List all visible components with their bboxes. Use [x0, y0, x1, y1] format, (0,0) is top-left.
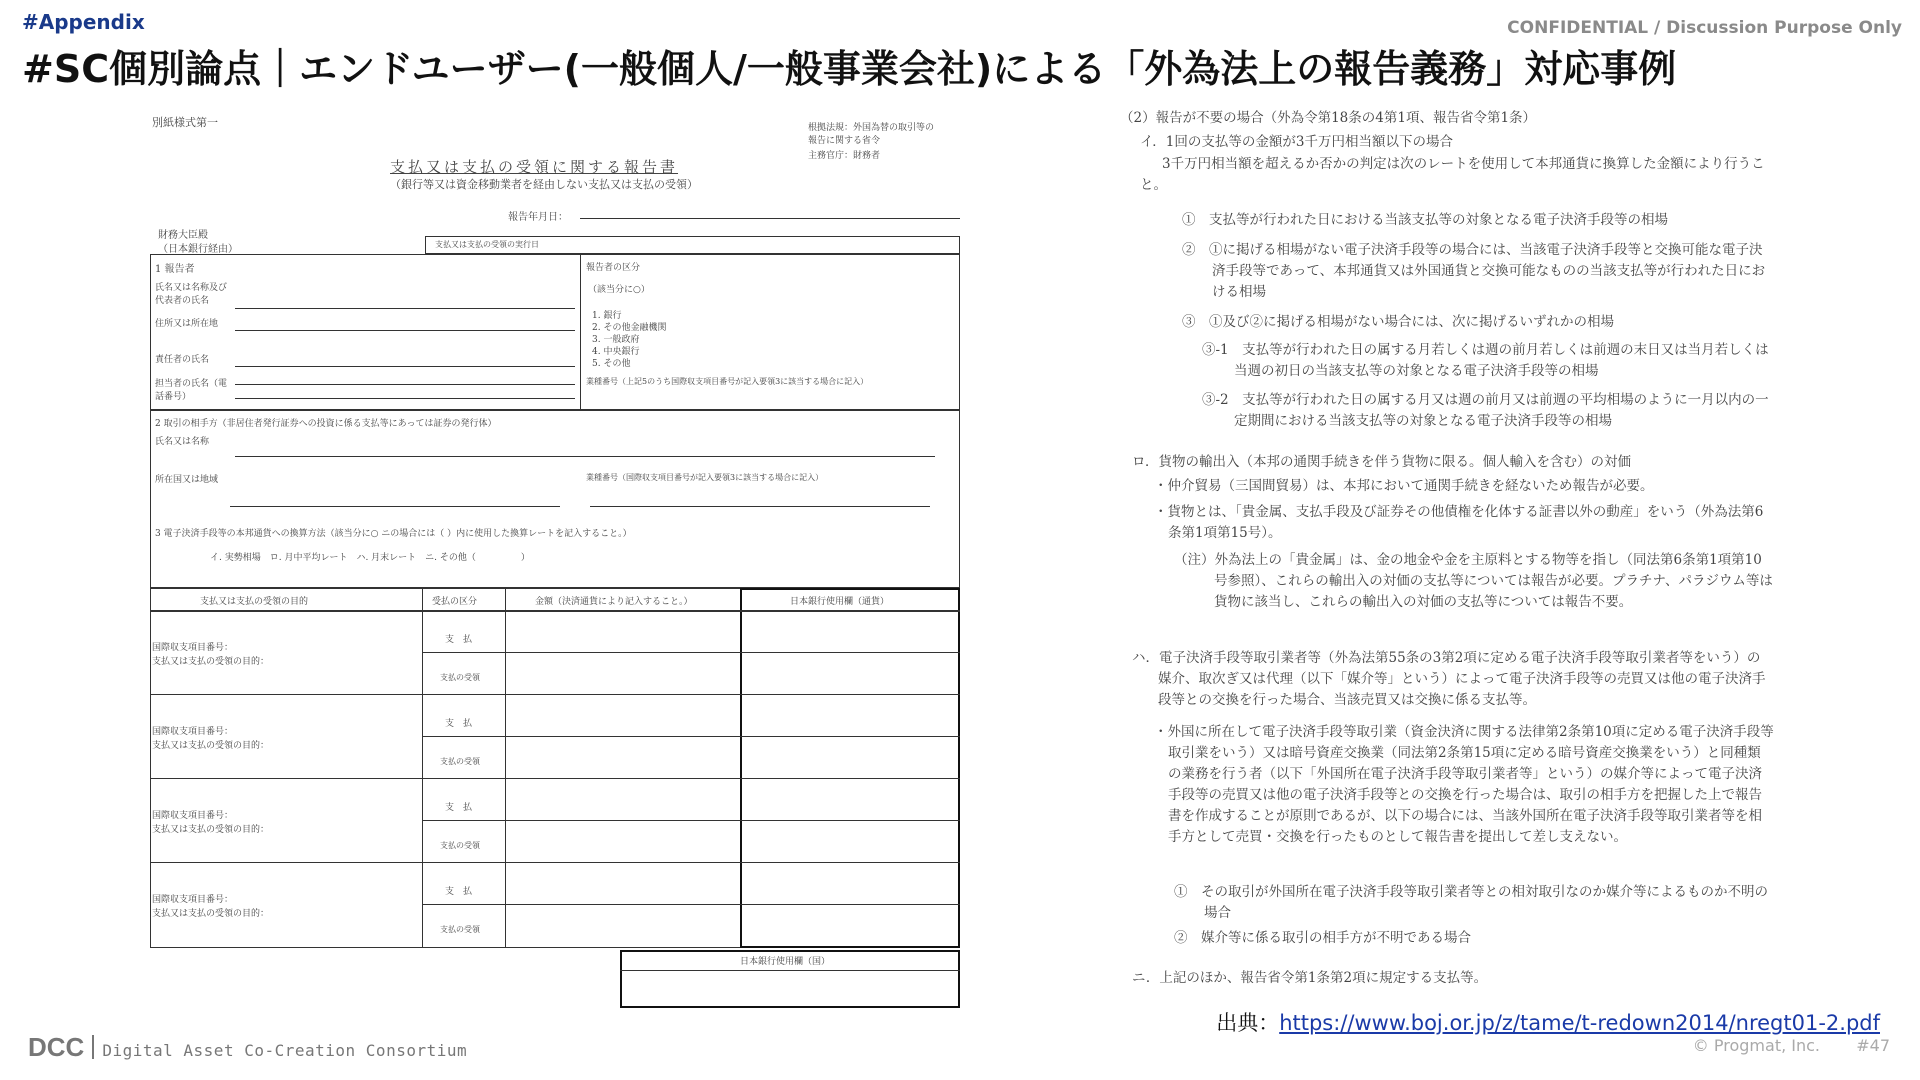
logo-mark: DCC: [28, 1032, 85, 1062]
source-label: 出典：: [1216, 1011, 1280, 1035]
doc-item-ha-bullet: ・外国に所在して電子決済手段等取引業（資金決済に関する法律第2条第10項に定める電子決済手段等取引業をいう）又は暗号資産交換業（同法第2条第15項に定める暗号資産交換業をいう）と同種類の業務を行う者（以下「外国所在電子決済手段等取引業者等」という）の媒介等によって電子決済手段等の売買又は他の電子決済手段等との交換を行った場合は、取引の相手方を把握した上で報告書を作成することが原則であるが、以下の場合には、当該外国所在電子決済手段等取引業者等を相手方として売買・交換を行ったものとして報告書を提出して差し支えない。: [1154, 724, 1774, 845]
receive-label: 支払の受領: [440, 841, 480, 850]
report-date-label: 報告年月日：: [508, 212, 568, 223]
doc-item-ro-bullet-2: ・貨物とは、「貴金属、支払手段及び証券その他債権を化体する証書以外の動産」をいう（外為法第6条第1項第15号）。: [1154, 504, 1764, 541]
boj-country-label: 日本銀行使用欄（国）: [740, 957, 831, 967]
doc-item-ni: ニ．上記のほか、報告省令第1条第2項に規定する支払等。: [1132, 970, 1488, 986]
purpose-label: 支払又は支払の受領の目的：: [152, 657, 270, 667]
source-citation: [1216, 1007, 1880, 1037]
col-type: 受払の区分: [432, 597, 478, 607]
pay-label: 支 払: [445, 803, 473, 813]
doc-item-ro-bullet-1: ・仲介貿易（三国間貿易）は、本邦において通関手続きを経ないため報告が必要。: [1154, 478, 1654, 494]
section-2-label: 2 取引の相手方（非居住者発行証券への投資に係る支払等にあっては証券の発行体）: [155, 419, 497, 429]
partner-country-label: 所在国又は地域: [155, 475, 219, 485]
logo-text: Digital Asset Co-Creation Consortium: [102, 1041, 468, 1060]
bop-number-label: 国際収支項目番号：: [152, 643, 234, 653]
doc-rate-3: ③ ①及び②に掲げる相場がない場合には、次に掲げるいずれかの相場: [1182, 314, 1614, 330]
doc-rate-3-1: ③-1 支払等が行われた日の属する月若しくは週の前月若しくは前週の末日又は当月若しくは当週の初日の当該支払等の対象となる電子決済手段等の相場: [1202, 342, 1769, 379]
col-amount: 金額（決済通貨により記入すること。）: [535, 597, 693, 607]
section-1-label: 1 報告者: [155, 264, 195, 275]
purpose-label: 支払又は支払の受領の目的：: [152, 741, 270, 751]
report-form-image: [150, 108, 960, 1008]
doc-item-i: イ．1回の支払等の金額が3千万円相当額以下の場合: [1140, 134, 1453, 150]
doc-rate-1: ① 支払等が行われた日における当該支払等の対象となる電子決済手段等の相場: [1182, 212, 1668, 228]
reporter-type-note: （該当分に○）: [588, 285, 650, 295]
reporting-exemption-text: [1120, 108, 1780, 1008]
dcc-logo: [28, 1032, 467, 1063]
pay-label: 支 払: [445, 887, 473, 897]
ministry: 主務官庁：財務者: [808, 151, 881, 161]
reporter-address-label: 住所又は所在地: [155, 319, 219, 329]
reporter-type-3: 3. 一般政府: [592, 335, 640, 345]
purpose-label: 支払又は支払の受領の目的：: [152, 909, 270, 919]
page-number: #47: [1856, 1036, 1890, 1055]
col-boj: 日本銀行使用欄（通貨）: [790, 597, 890, 607]
reporter-name-label: 氏名又は名称及び代表者の氏名: [155, 283, 228, 306]
slide-title: #SC個別論点｜エンドユーザー(一般個人/一般事業会社)による「外為法上の報告義務」対応事例: [22, 47, 1677, 91]
appendix-tag: #Appendix: [22, 10, 145, 34]
purpose-label: 国際収支項目番号：: [152, 895, 234, 905]
form-number: 別紙様式第一: [152, 116, 218, 129]
purpose-label: 支払又は支払の受領の目的：: [152, 825, 270, 835]
doc-heading: （2）報告が不要の場合（外為令第18条の4第1項、報告省令第1条）: [1120, 110, 1537, 126]
source-link[interactable]: https://www.boj.or.jp/z/tame/t-redown2014/nregt01-2.pdf: [1279, 1011, 1880, 1035]
reporter-type-4: 4. 中央銀行: [592, 347, 640, 357]
doc-rate-2: ② ①に掲げる相場がない電子決済手段等の場合には、当該電子決済手段等と交換可能な電子決済手段等であって、本邦通貨又は外国通貨と交換可能なものの当該支払等が行われた日における相場: [1182, 242, 1766, 300]
pay-label: 支 払: [445, 635, 473, 645]
receive-label: 支払の受領: [440, 673, 480, 682]
doc-item-i-note: 3千万円相当額を超えるか否かの判定は次のレートを使用して本邦通貨に換算した金額により行うこと。: [1140, 156, 1765, 193]
form-subtitle: （銀行等又は資金移動業者を経由しない支払又は支払の受領）: [390, 178, 698, 191]
partner-name-label: 氏名又は名称: [155, 437, 210, 447]
receive-label: 支払の受領: [440, 925, 480, 934]
copyright: © Progmat, Inc.: [1692, 1036, 1820, 1055]
contact-label: 担当者の氏名（電話番号）: [155, 379, 228, 402]
receive-label: 支払の受領: [440, 757, 480, 766]
manager-name-label: 責任者の氏名: [155, 355, 210, 365]
col-purpose: 支払又は支払の受領の目的: [200, 597, 309, 607]
payment-date-label: 支払又は支払の受領の実行日: [435, 240, 539, 249]
reporter-type-5: 5. その他: [592, 359, 631, 369]
bop-number-label: 国際収支項目番号：: [152, 727, 234, 737]
industry-number-label: 業種番号（上記5のうち国際収支項目番号が記入要領3に該当する場合に記入）: [586, 377, 869, 386]
partner-industry-label: 業種番号（国際収支項目番号が記入要領3に該当する場合に記入）: [586, 473, 824, 482]
reporter-type-label: 報告者の区分: [586, 263, 641, 273]
section-3-label: 3 電子決済手段等の本邦通貨への換算方法（該当分に○ ニの場合には（ ）内に使用した換算レートを記入すること。）: [155, 529, 632, 539]
doc-rate-3-2: ③-2 支払等が行われた日の属する月又は週の前月又は前週の平均相場のように一月以内の一定期間における当該支払等の対象となる電子決済手段等の相場: [1202, 392, 1769, 429]
doc-item-ha: ハ．電子決済手段等取引業者等（外為法第55条の3第2項に定める電子決済手段等取引業者等をいう）の媒介、取次ぎ又は代理（以下「媒介等」という）によって電子決済手段等の売買又は他の電子決済手段等との交換を行った場合、当該売買又は交換に係る支払等。: [1132, 650, 1766, 708]
doc-item-ro-note: （注）外為法上の「貴金属」は、金の地金や金を主原料とする物等を指し（同法第6条第1項第10号参照）、これらの輸出入の対価の支払等については報告が必要。プラチナ、パラジウム等は貨物に該当し、これらの輸出入の対価の支払等については報告不要。: [1174, 552, 1773, 610]
law-reference: 根拠法規：外国為替の取引等の報告に関する省令: [808, 123, 935, 146]
via-boj: （日本銀行経由）: [158, 244, 238, 255]
logo-divider: [92, 1035, 94, 1059]
pay-label: 支 払: [445, 719, 473, 729]
doc-item-ro: ロ．貨物の輸出入（本邦の通関手続きを伴う貨物に限る。個人輸入を含む）の対価: [1132, 454, 1631, 470]
bop-number-label: 国際収支項目番号：: [152, 811, 234, 821]
reporter-type-2: 2. その他金融機関: [592, 323, 667, 333]
section-3-options: イ. 実勢相場 ロ. 月中平均レート ハ. 月末レート ニ. その他（ ）: [210, 553, 530, 563]
reporter-type-1: 1. 銀行: [592, 311, 622, 321]
confidential-label: CONFIDENTIAL / Discussion Purpose Only: [1507, 18, 1902, 38]
form-title: 支払又は支払の受領に関する報告書: [390, 158, 679, 176]
doc-item-ha-case-2: ② 媒介等に係る取引の相手方が不明である場合: [1174, 930, 1471, 946]
doc-item-ha-case-1: ① その取引が外国所在電子決済手段等取引業者等との相対取引なのか媒介等によるものか不明の場合: [1174, 884, 1768, 921]
addressee: 財務大臣殿: [158, 230, 208, 241]
